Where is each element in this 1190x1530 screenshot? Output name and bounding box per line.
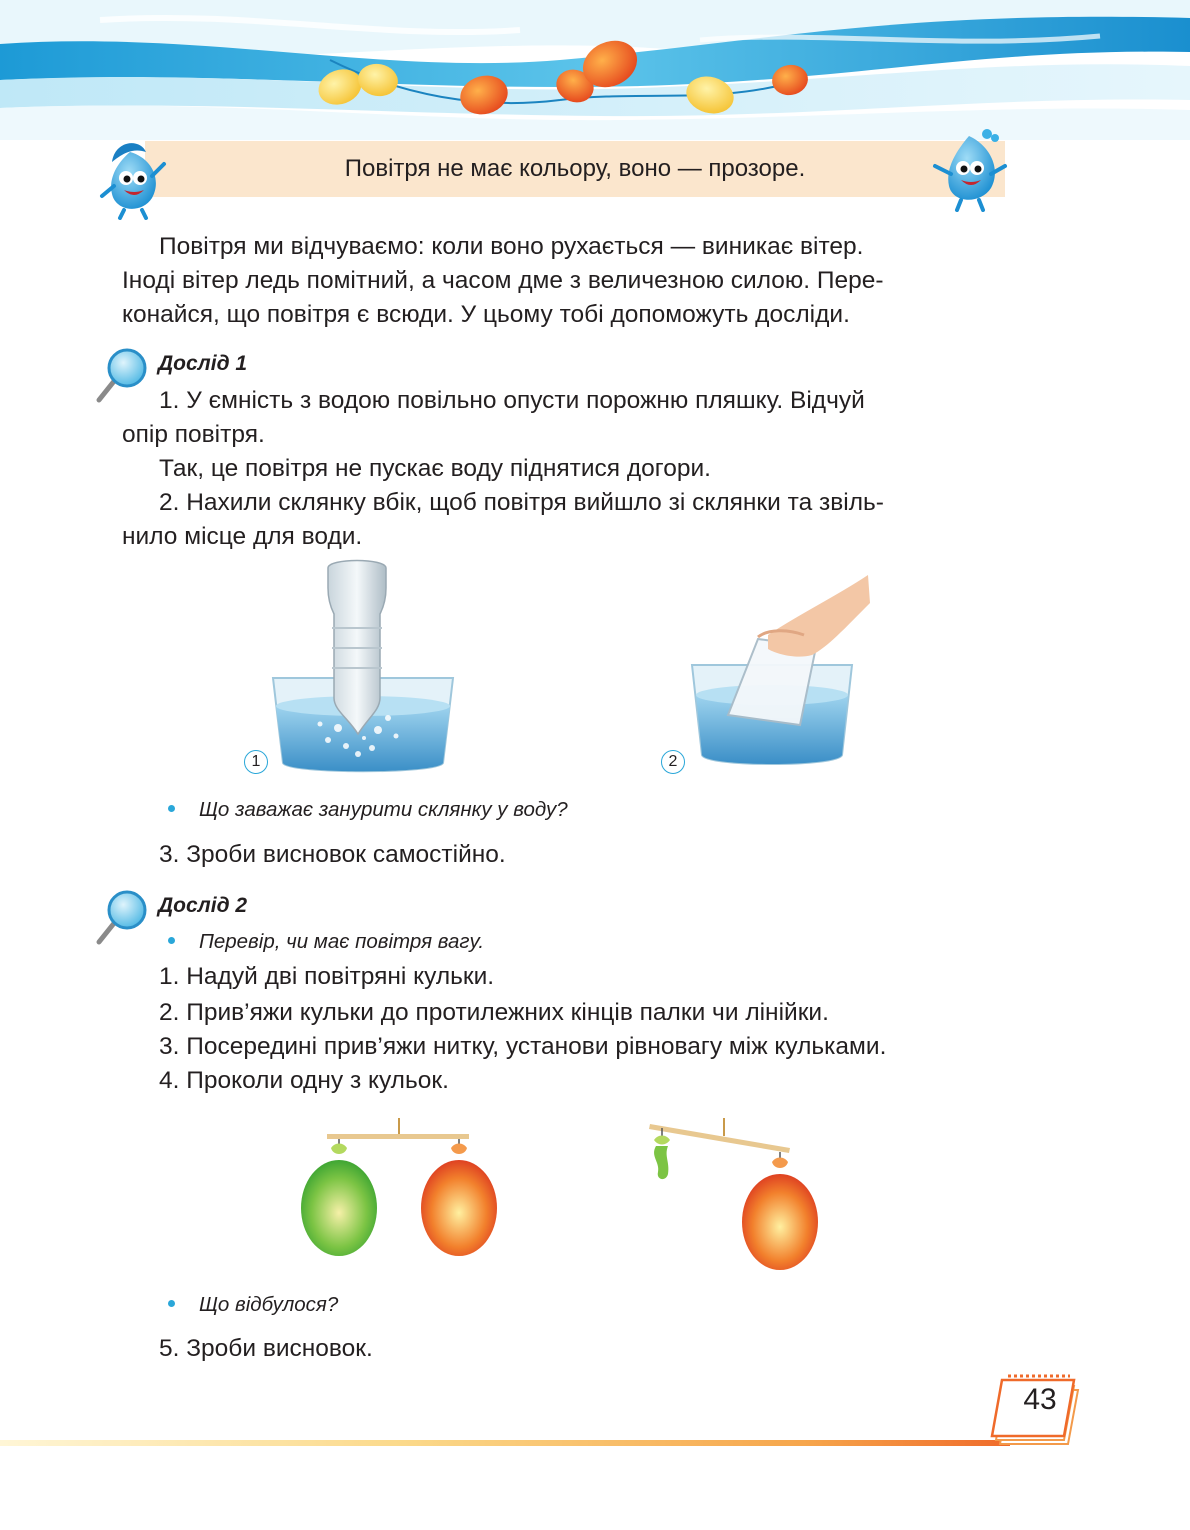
exp2-step5: 5. Зроби висновок. (159, 1335, 373, 1362)
exp1-note: Так, це повітря не пускає воду піднятися догори. (159, 455, 711, 482)
water-drop-mascot-icon (925, 122, 1015, 212)
exp2-question (168, 1293, 338, 1317)
exp1-title: Дослід 1 (158, 352, 248, 375)
intro-line: конайся, що повітря є всюди. У цьому тобі допоможуть досліди. (122, 301, 850, 328)
banner-text: Повітря не має кольору, воно — прозоре. (344, 155, 806, 182)
intro-paragraph (122, 230, 1002, 332)
exp1-step3: 3. Зроби висновок самостійно. (159, 841, 506, 868)
exp1-step2-line1: 2. Нахили склянку вбік, щоб повітря вийшло зі склянки та звіль- (159, 489, 884, 516)
bottle-in-water-illustration (268, 558, 458, 780)
bullet-dot-icon (168, 937, 175, 944)
exp1-step2-line2: нило місце для води. (122, 523, 363, 550)
figure-number-2: 2 (661, 750, 685, 774)
footer-decorative-line (0, 1440, 1010, 1446)
water-drop-mascot-icon (90, 130, 180, 220)
figure-number-1: 1 (244, 750, 268, 774)
exp1-question (168, 798, 568, 822)
exp2-prompt (168, 930, 484, 954)
unbalanced-balloons-illustration (640, 1116, 830, 1276)
bullet-dot-icon (168, 1300, 175, 1307)
header-waves-leaves-illustration (0, 0, 1190, 140)
glass-tilt-in-water-illustration (688, 575, 888, 775)
exp1-step1-line1: 1. У ємність з водою повільно опусти порожню пляшку. Відчуй (159, 387, 865, 414)
exp1-question-text: Що заважає занурити склянку у воду? (199, 798, 568, 821)
exp2-title: Дослід 2 (158, 894, 248, 917)
magnifier-icon (95, 886, 157, 946)
balanced-balloons-illustration (295, 1112, 505, 1262)
exp1-step2 (122, 486, 1002, 554)
exp2-step: 4. Проколи одну з кульок. (159, 1067, 449, 1094)
exp1-step1-line2: опір повітря. (122, 421, 265, 448)
exp2-step: 2. Прив’яжи кульки до протилежних кінців палки чи лінійки. (159, 999, 829, 1026)
intro-line: Повітря ми відчуваємо: коли воно рухається — виникає вітер. (159, 233, 864, 260)
intro-line: Іноді вітер ледь помітний, а часом дме з величезною силою. Пере- (122, 267, 884, 294)
page-number: 43 (1023, 1383, 1057, 1416)
exp1-step1 (122, 384, 1002, 452)
exp2-step: 3. Посередині прив’яжи нитку, установи рівновагу між кульками. (159, 1033, 887, 1060)
exp2-question-text: Що відбулося? (199, 1293, 339, 1316)
exp2-step: 1. Надуй дві повітряні кульки. (159, 963, 495, 990)
bullet-dot-icon (168, 805, 175, 812)
exp2-prompt-text: Перевір, чи має повітря вагу. (199, 930, 485, 953)
